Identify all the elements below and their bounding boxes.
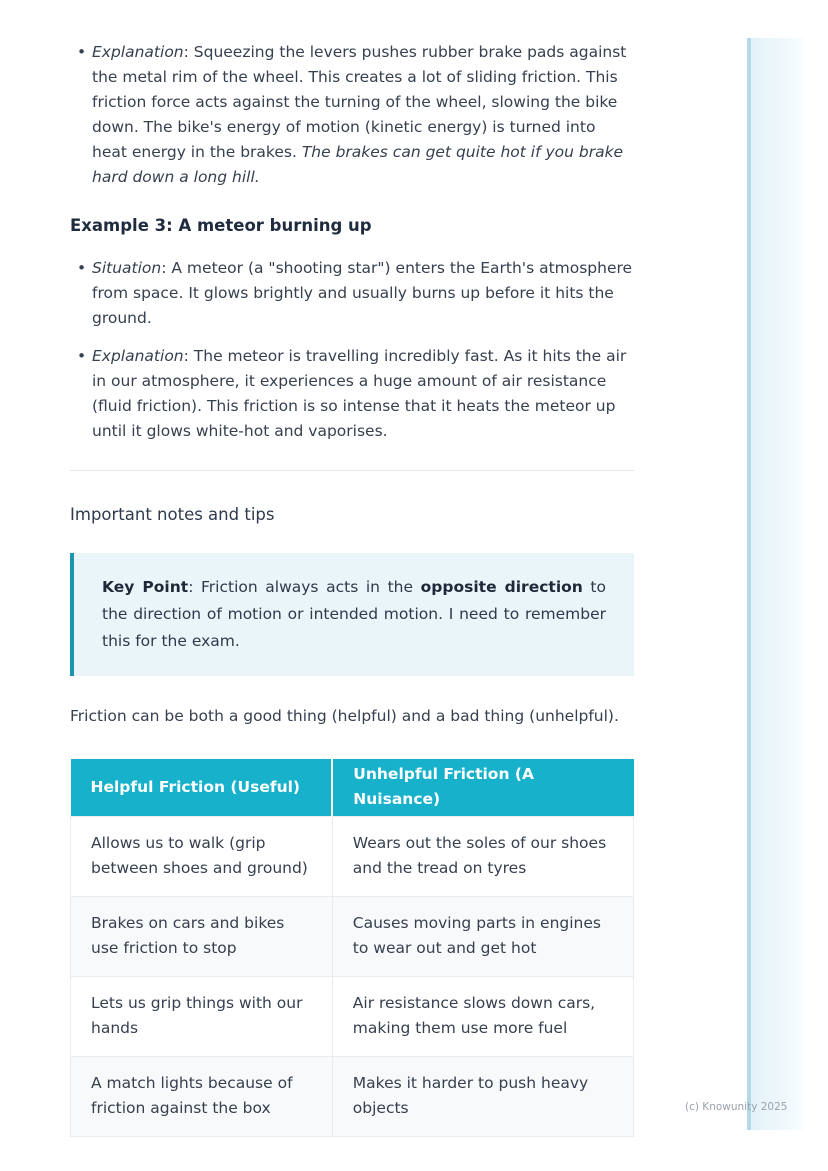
brake-note-italic: The brakes can get quite hot if you brake hard down a long hill. (92, 143, 624, 186)
table-cell: Causes moving parts in engines to wear out and get hot (332, 896, 633, 976)
meteor-explanation-text: : The meteor is travelling incredibly fast. As it hits the air in our atmosphere, it experiences a huge amount of air resistance (fluid friction). This friction is so intense that it heats the meteor up until it glows white-hot and vaporises. (92, 347, 627, 440)
document-content (70, 40, 634, 1137)
table-cell: Allows us to walk (grip between shoes and ground) (71, 816, 333, 896)
key-point-callout (70, 553, 634, 676)
table-cell: Makes it harder to push heavy objects (332, 1056, 633, 1136)
table-header-unhelpful: Unhelpful Friction (A Nuisance) (332, 759, 633, 816)
table-header-row (71, 759, 634, 816)
friction-intro-paragraph: Friction can be both a good thing (helpful) and a bad thing (unhelpful). (70, 707, 619, 725)
notes-section-title: Important notes and tips (70, 505, 275, 524)
table-cell: Wears out the soles of our shoes and the tread on tyres (332, 816, 633, 896)
explanation-label: Explanation (92, 43, 184, 61)
key-point-text-part2: to the direction of motion or intended motion. I need to remember this for the exam. (102, 578, 606, 650)
friction-comparison-table (70, 759, 634, 1137)
table-cell: Brakes on cars and bikes use friction to stop (71, 896, 333, 976)
list-item-meteor-explanation (70, 344, 634, 444)
scrollbar-thumb[interactable] (747, 38, 751, 1130)
brake-explanation-text: : Squeezing the levers pushes rubber brake pads against the metal rim of the wheel. This creates a lot of sliding friction. This friction force acts against the turning of the wheel, slowing the bike down. The bike's energy of motion (kinetic energy) is turned into heat energy in the brakes. (92, 43, 627, 161)
key-point-text (102, 574, 606, 655)
opposite-direction-bold: opposite direction (420, 578, 583, 596)
section-divider (70, 470, 634, 471)
explanation-label: Explanation (92, 347, 184, 365)
key-point-text-part1: : Friction always acts in the (188, 578, 421, 596)
table-cell: Lets us grip things with our hands (71, 976, 333, 1056)
table-cell: Air resistance slows down cars, making them use more fuel (332, 976, 633, 1056)
list-item-brake-explanation (70, 40, 634, 190)
scrollbar-track[interactable] (747, 38, 803, 1130)
table-row (71, 976, 634, 1056)
table-row (71, 816, 634, 896)
footer-credit: (c) Knowunity 2025 (685, 1101, 788, 1113)
example-3-heading: Example 3: A meteor burning up (70, 216, 372, 235)
brake-bullet-list (70, 40, 634, 190)
list-item-meteor-situation (70, 256, 634, 331)
table-cell: A match lights because of friction against the box (71, 1056, 333, 1136)
table-row (71, 896, 634, 976)
key-point-label: Key Point (102, 578, 189, 596)
table-header-helpful: Helpful Friction (Useful) (71, 759, 333, 816)
meteor-situation-text: : A meteor (a "shooting star") enters the Earth's atmosphere from space. It glows brightly and usually burns up before it hits the ground. (92, 259, 633, 327)
table-row (71, 1056, 634, 1136)
meteor-bullet-list (70, 256, 634, 444)
situation-label: Situation (92, 259, 162, 277)
